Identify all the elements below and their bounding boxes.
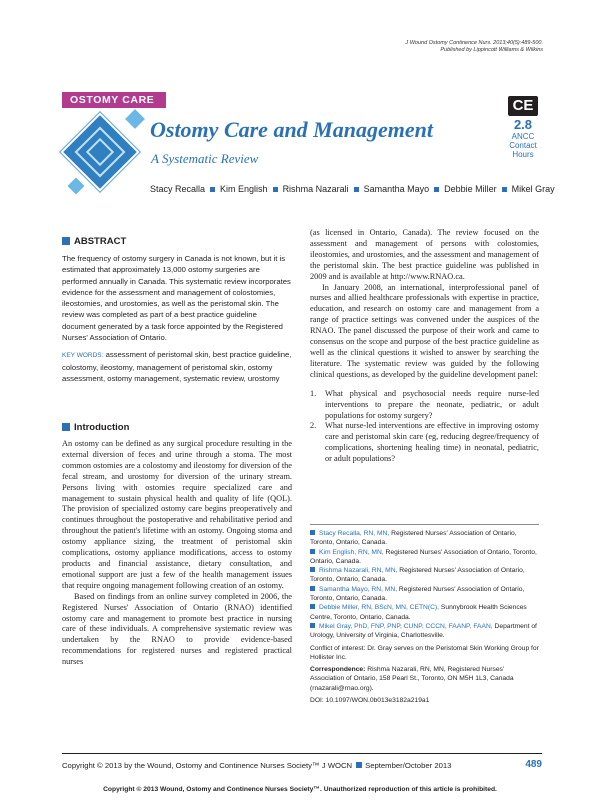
section-tag: OSTOMY CARE — [62, 92, 166, 108]
author-separator — [354, 187, 359, 192]
affiliation — [310, 585, 539, 604]
journal-citation-line2: Published by Lippincott Williams & Wilkins — [440, 47, 543, 53]
abstract-heading — [62, 236, 292, 247]
affiliation-name: Stacy Recalla, RN, MN, — [319, 530, 390, 537]
author-separator — [434, 187, 439, 192]
question-text: What physical and psychosocial needs require nurse-led interventions to prepare the neonate, pediatric, or adult populations for ostomy surgery? — [325, 388, 539, 420]
author: Mikel Gray — [511, 184, 555, 194]
logo-accent-diamond-bottom — [68, 178, 85, 195]
introduction-paragraph: An ostomy can be defined as any surgical procedure resulting in the external diversion of feces and urine through a stoma. The most common ostomies are a colostomy and ileostomy for diversion of the fecal stream, and urostomy for diversion of the urinary stream. Persons living with ostomies require specialized care and management to sustain physical health and quality of life (QOL). The provision of specialized ostomy care begins preoperatively and continues throughout the postoperative and rehabilitative period and throughout the patient's lifetime with an ostomy. Ongoing stoma and ostomy appliance sizing, the treatment of peristomal skin complications, ostomy appliance modifications, access to ostomy products and financial assistance, dietary consultation, and emotional support are just a few of the health management issues that require ongoing management following creation of an ostomy. — [62, 439, 292, 590]
affiliation-square-icon — [310, 604, 315, 609]
affiliation-detail: Department of Urology, University of Virginia, Charlottesville. — [310, 622, 537, 640]
keywords-label: KEY WORDS: — [62, 352, 104, 360]
affiliation-detail: Sunnybrook Health Sciences Centre, Toronto, Ontario, Canada. — [310, 604, 527, 621]
footer-copyright: Copyright © 2013 by the Wound, Ostomy and Continence Nurses Society™ J WOCN — [62, 761, 353, 770]
affiliation — [310, 566, 539, 585]
clinical-question — [310, 389, 539, 422]
ce-hours-label-contact: Contact — [509, 141, 537, 150]
introduction-heading-label: Introduction — [74, 422, 130, 433]
page-number: 489 — [525, 759, 542, 770]
ce-contact-hours — [498, 118, 548, 159]
question-text: What nurse-led interventions are effective in improving ostomy care and peristomal skin care (eg, reducing degree/frequency of complications, shortening healing time) in neonatal, pediatric, or adult populations? — [325, 421, 539, 464]
abstract-section — [62, 236, 292, 384]
author: Rishma Nazarali — [282, 184, 349, 194]
footer-divider — [62, 753, 542, 754]
author-separator — [502, 187, 507, 192]
journal-citation — [283, 40, 543, 54]
correspondence-detail: Rishma Nazarali, RN, MN, Registered Nurses' Association of Ontario, 158 Pearl St., Toronto, ON M5H 1L3, Canada (rnazarali@rnao.org). — [310, 666, 514, 692]
author: Kim English — [220, 184, 268, 194]
affiliation-square-icon — [310, 623, 315, 628]
body-paragraph: (as licensed in Ontario, Canada). The review focused on the assessment and management of persons with colostomies, ileostomies, and urostomies, and the assessment and management of the peristomal skin. The best practice guideline was published in 2009 and is available at http://www.RNAO.ca. — [310, 228, 539, 281]
affiliation-detail: Registered Nurses' Association of Ontario, Toronto, Ontario, Canada. — [310, 567, 525, 584]
right-column-body — [310, 228, 539, 465]
question-number: 2. — [310, 421, 317, 431]
abstract-heading-label: ABSTRACT — [74, 236, 127, 247]
author: Samantha Mayo — [363, 184, 430, 194]
ce-hours-value: 2.8 — [513, 117, 533, 132]
author: Stacy Recalla — [150, 184, 206, 194]
author-separator — [210, 187, 215, 192]
heading-square-icon — [62, 237, 70, 245]
introduction-heading — [62, 422, 292, 433]
affiliation-square-icon — [310, 567, 315, 572]
footer-issue-date: September/October 2013 — [365, 761, 452, 770]
conflict-of-interest: Conflict of interest: Dr. Gray serves on the Peristomal Skin Working Group for Hollister Inc. — [310, 644, 539, 661]
ce-badge: CE — [508, 96, 538, 116]
question-number: 1. — [310, 388, 317, 398]
copyright-notice: Copyright © 2013 Wound, Ostomy and Continence Nurses Society™. Unauthorized reproduction of this article is prohibited. — [103, 786, 497, 793]
author-list — [150, 184, 555, 194]
correspondence — [310, 665, 539, 693]
author-separator — [273, 187, 278, 192]
affiliation — [310, 603, 539, 622]
doi: DOI: 10.1097/WON.0b013e3182a219a1 — [310, 697, 430, 705]
affiliation-name: Debbie Miller, RN, BScN, MN, CETN(C), — [319, 604, 440, 612]
affiliation-name: Rishma Nazarali, RN, MN, — [319, 567, 398, 575]
affiliation-square-icon — [310, 586, 315, 591]
affiliation-name: Samantha Mayo, RN, MN, — [319, 585, 398, 593]
article-subtitle: A Systematic Review — [151, 151, 259, 166]
logo-accent-diamond-top — [125, 109, 145, 129]
affiliation-detail: Registered Nurses' Association of Ontario, Toronto, Ontario, Canada. — [310, 585, 525, 603]
introduction-body — [62, 439, 292, 668]
page-footer — [62, 761, 542, 770]
clinical-questions-list — [310, 389, 539, 465]
correspondence-label: Correspondence: — [310, 666, 366, 674]
keywords — [62, 349, 292, 384]
abstract-text: The frequency of ostomy surgery in Canada is not known, but it is estimated that approximately 13,000 ostomy surgeries are performed annually in Canada. This systematic review incorporates evidence for the assessment and management of colostomies, ileostomies, and urostomies, as well as the peristomal skin. The review was completed as part of a best practice guideline document generated by a task force appointed by the Registered Nurses' Association of Ontario. — [62, 254, 291, 343]
author: Debbie Miller — [444, 184, 497, 194]
introduction-section — [62, 422, 292, 668]
affiliations-divider — [310, 524, 539, 525]
keywords-list: assessment of peristomal skin, best practice guideline, colostomy, ileostomy, management of peristomal skin, ostomy assessment, ostomy management, systematic review, urostomy — [62, 350, 292, 383]
clinical-question — [310, 421, 539, 465]
right-column-text — [310, 228, 539, 381]
footer-square-icon — [356, 762, 362, 768]
affiliation — [310, 529, 539, 548]
affiliation-square-icon — [310, 549, 315, 554]
heading-square-icon — [62, 423, 70, 431]
affiliation-detail: Registered Nurses' Association of Ontario, Toronto, Ontario, Canada. — [310, 530, 517, 547]
ce-hours-label-hours: Hours — [512, 150, 534, 159]
journal-citation-line1: J Wound Ostomy Continence Nurs. 2013;40(5):489-500. — [405, 40, 543, 46]
article-title: Ostomy Care and Management — [150, 117, 433, 142]
affiliation-square-icon — [310, 530, 315, 535]
affiliation-name: Mikel Gray, PhD, FNP, PNP, CUNP, CCCN, FAANP, FAAN, — [319, 622, 493, 630]
affiliation-name: Kim English, RN, MN, — [319, 548, 384, 556]
affiliation-detail: Registered Nurses' Association of Ontario, Toronto, Ontario, Canada. — [310, 548, 537, 565]
ce-hours-label-ancc: ANCC — [511, 132, 535, 141]
introduction-paragraph: Based on findings from an online survey completed in 2006, the Registered Nurses' Association of Ontario (RNAO) identified ostomy care and management to promote best practice in nursing care of these individuals. A comprehensive systematic review was undertaken by the RNAO to provide evidence-based recommendations for registered nurses and registered practical nurses — [62, 591, 292, 667]
affiliation — [310, 622, 539, 641]
affiliations-block — [310, 529, 539, 705]
body-paragraph: In January 2008, an international, interprofessional panel of nurses and allied healthcare professionals with expertise in practice, education, and research on ostomy care and management from a range of practice settings was convened under the auspices of the RNAO. The panel discussed the purpose of their work and came to consensus on the scope and purpose of the best practice guideline as well as the clinical questions it wished to answer by searching the literature. The systematic review was guided by the following clinical questions, as developed by the guideline development panel: — [310, 282, 539, 379]
affiliation — [310, 548, 539, 567]
